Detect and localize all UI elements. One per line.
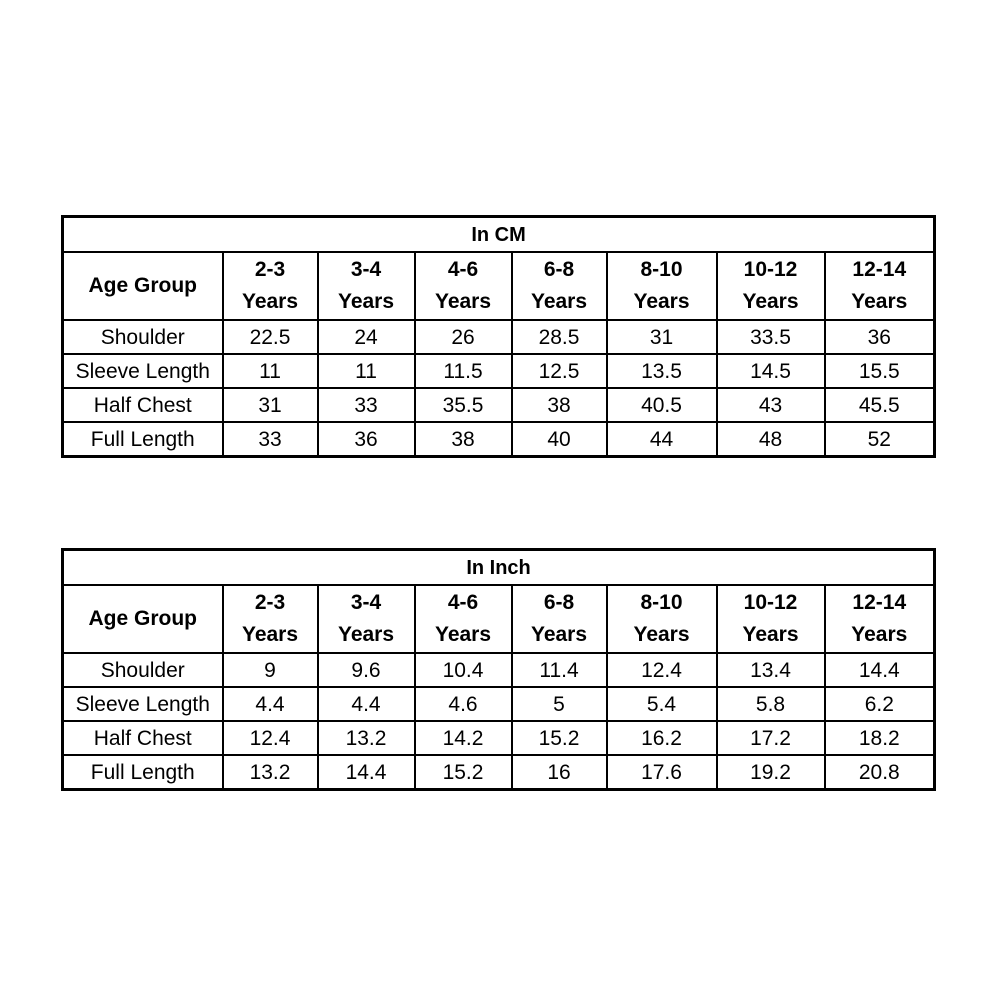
column-header [825, 585, 935, 653]
table-cell: 40.5 [607, 388, 717, 422]
table-cell: 4.4 [318, 687, 415, 721]
age-unit: Years [434, 623, 492, 646]
row-label: Shoulder [63, 653, 223, 687]
column-header [318, 585, 415, 653]
table-cell: 31 [607, 320, 717, 354]
age-range: 8-10 [640, 258, 683, 281]
age-unit: Years [742, 290, 799, 313]
table-cell: 15.2 [415, 755, 512, 790]
table-cell: 9 [223, 653, 318, 687]
table-cell: 26 [415, 320, 512, 354]
age-range: 12-14 [852, 258, 907, 281]
table-cell: 14.5 [717, 354, 825, 388]
age-range: 3-4 [350, 591, 382, 614]
table-cell: 14.2 [415, 721, 512, 755]
table-cell: 36 [318, 422, 415, 457]
table-header-row [63, 585, 935, 653]
table-cell: 12.4 [607, 653, 717, 687]
row-label: Full Length [63, 755, 223, 790]
table-cell: 45.5 [825, 388, 935, 422]
table-cell: 35.5 [415, 388, 512, 422]
age-unit: Years [337, 623, 395, 646]
age-range: 4-6 [447, 258, 479, 281]
table-cell: 43 [717, 388, 825, 422]
table-cell: 16 [512, 755, 607, 790]
table-cell: 24 [318, 320, 415, 354]
age-range: 2-3 [254, 591, 286, 614]
table-cell: 33 [318, 388, 415, 422]
age-range: 10-12 [743, 258, 798, 281]
row-label: Sleeve Length [63, 354, 223, 388]
age-range: 2-3 [254, 258, 286, 281]
table-cell: 15.5 [825, 354, 935, 388]
column-header [318, 252, 415, 320]
size-chart-inch-table [61, 548, 936, 791]
column-header [223, 252, 318, 320]
age-unit: Years [633, 623, 690, 646]
row-label: Shoulder [63, 320, 223, 354]
row-label: Half Chest [63, 388, 223, 422]
column-header [223, 585, 318, 653]
table-cell: 11.4 [512, 653, 607, 687]
table-cell: 4.6 [415, 687, 512, 721]
table-title: In CM [63, 217, 935, 253]
row-label: Half Chest [63, 721, 223, 755]
table-cell: 10.4 [415, 653, 512, 687]
age-range: 6-8 [543, 591, 575, 614]
column-header [717, 252, 825, 320]
table-cell: 22.5 [223, 320, 318, 354]
table-cell: 52 [825, 422, 935, 457]
column-header [607, 585, 717, 653]
table-cell: 9.6 [318, 653, 415, 687]
table-title-row [63, 550, 935, 586]
age-unit: Years [241, 290, 299, 313]
table-cell: 5.4 [607, 687, 717, 721]
table-title: In Inch [63, 550, 935, 586]
table-cell: 13.5 [607, 354, 717, 388]
age-unit: Years [530, 290, 588, 313]
table-cell: 33.5 [717, 320, 825, 354]
age-group-header: Age Group [63, 252, 223, 320]
table-cell: 36 [825, 320, 935, 354]
table-cell: 6.2 [825, 687, 935, 721]
age-unit: Years [851, 290, 908, 313]
table-cell: 31 [223, 388, 318, 422]
table-cell: 13.2 [223, 755, 318, 790]
column-header [415, 252, 512, 320]
table-cell: 17.6 [607, 755, 717, 790]
table-row [63, 653, 935, 687]
age-unit: Years [742, 623, 799, 646]
table-row [63, 687, 935, 721]
age-unit: Years [434, 290, 492, 313]
table-row [63, 354, 935, 388]
table-cell: 44 [607, 422, 717, 457]
table-cell: 38 [512, 388, 607, 422]
table-row [63, 320, 935, 354]
age-range: 6-8 [543, 258, 575, 281]
table-cell: 12.4 [223, 721, 318, 755]
table-cell: 12.5 [512, 354, 607, 388]
column-header [825, 252, 935, 320]
table-row [63, 388, 935, 422]
table-cell: 11 [223, 354, 318, 388]
column-header [717, 585, 825, 653]
table-cell: 15.2 [512, 721, 607, 755]
table-cell: 11.5 [415, 354, 512, 388]
row-label: Sleeve Length [63, 687, 223, 721]
age-unit: Years [241, 623, 299, 646]
table-row [63, 721, 935, 755]
table-cell: 18.2 [825, 721, 935, 755]
table-cell: 19.2 [717, 755, 825, 790]
table-cell: 17.2 [717, 721, 825, 755]
column-header [512, 585, 607, 653]
table-cell: 16.2 [607, 721, 717, 755]
size-chart-cm-table [61, 215, 936, 458]
table-cell: 20.8 [825, 755, 935, 790]
table-cell: 5.8 [717, 687, 825, 721]
table-cell: 28.5 [512, 320, 607, 354]
column-header [607, 252, 717, 320]
age-range: 10-12 [743, 591, 798, 614]
table-cell: 33 [223, 422, 318, 457]
age-range: 8-10 [640, 591, 683, 614]
age-range: 3-4 [350, 258, 382, 281]
table-cell: 13.4 [717, 653, 825, 687]
age-unit: Years [530, 623, 588, 646]
table-cell: 11 [318, 354, 415, 388]
table-cell: 4.4 [223, 687, 318, 721]
age-range: 12-14 [852, 591, 907, 614]
table-cell: 13.2 [318, 721, 415, 755]
age-group-header: Age Group [63, 585, 223, 653]
table-row [63, 755, 935, 790]
table-cell: 40 [512, 422, 607, 457]
table-row [63, 422, 935, 457]
table-cell: 5 [512, 687, 607, 721]
age-unit: Years [337, 290, 395, 313]
column-header [512, 252, 607, 320]
table-cell: 48 [717, 422, 825, 457]
column-header [415, 585, 512, 653]
table-cell: 14.4 [318, 755, 415, 790]
age-unit: Years [633, 290, 690, 313]
table-cell: 38 [415, 422, 512, 457]
table-title-row [63, 217, 935, 253]
age-range: 4-6 [447, 591, 479, 614]
age-unit: Years [851, 623, 908, 646]
table-header-row [63, 252, 935, 320]
row-label: Full Length [63, 422, 223, 457]
table-cell: 14.4 [825, 653, 935, 687]
